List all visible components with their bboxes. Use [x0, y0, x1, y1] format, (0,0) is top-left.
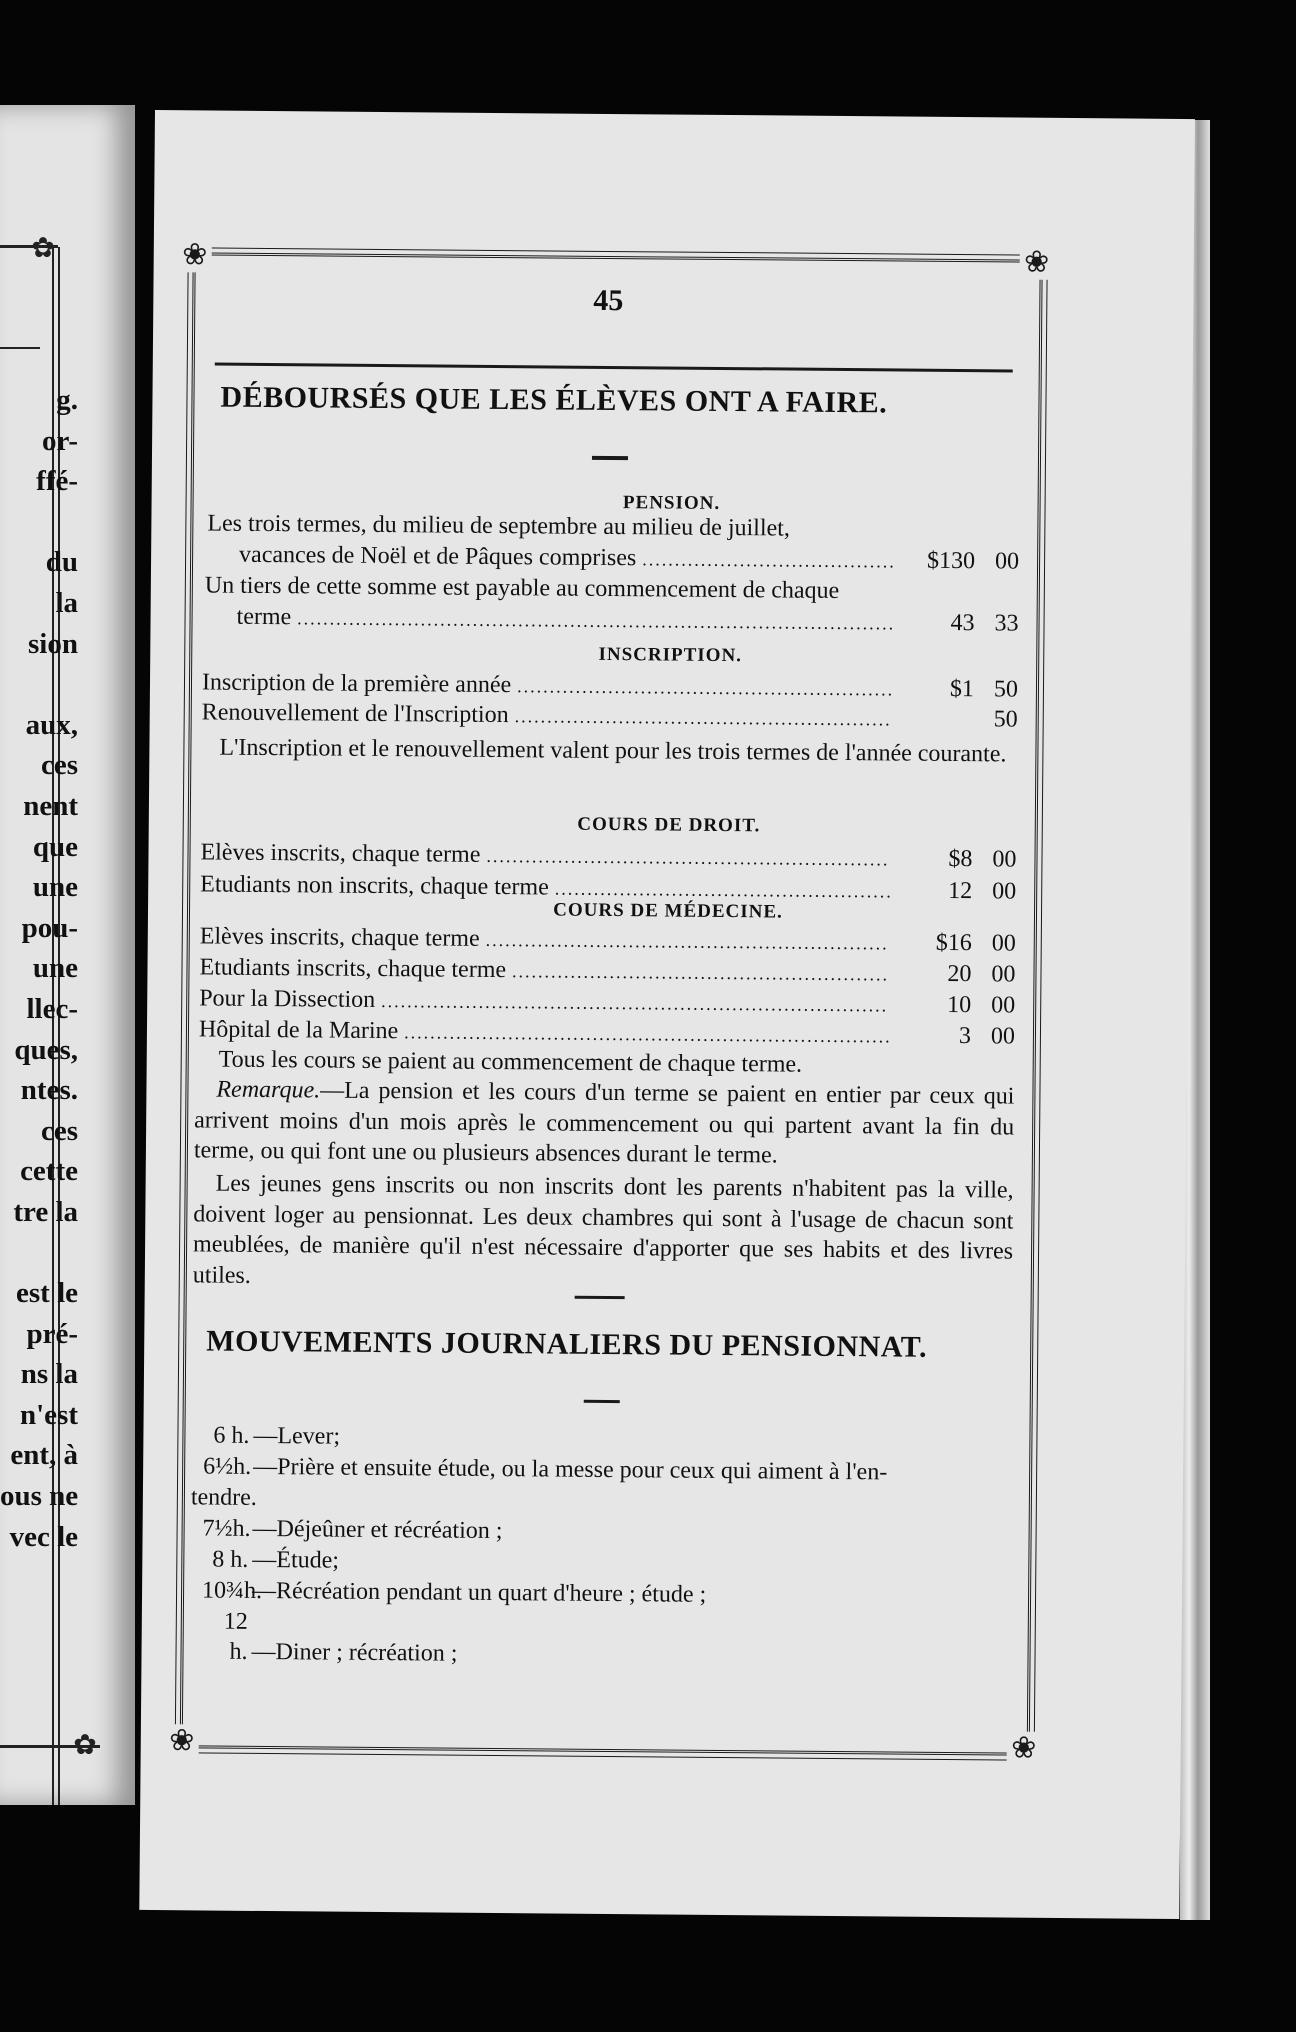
- schedule-time: 7½h.: [202, 1515, 251, 1542]
- fee-label: Elèves inscrits, chaque terme: [200, 839, 481, 868]
- amount-dollars: 12: [948, 877, 973, 905]
- left-page-word: est le: [16, 1277, 78, 1310]
- remarque-text: —La pension et les cours d'un terme se paient en entier par ceux qui arrivent moins d'un mois après le commencement ou qui partent avant la fin du terme, ou qui font une ou plusieurs absences durant le terme.: [193, 1077, 1015, 1169]
- title-rule: [592, 456, 628, 460]
- schedule-text: —Récréation pendant un quart d'heure ; étude ;: [251, 1577, 707, 1608]
- left-page-word: pré-: [26, 1317, 78, 1350]
- left-page-word: la: [55, 586, 78, 619]
- amount-cents: 00: [991, 961, 1016, 988]
- left-page-word: [0, 502, 78, 543]
- amount-cents: 00: [994, 548, 1020, 575]
- left-page-word: ntes.: [20, 1074, 78, 1107]
- amount-dollars: 20: [947, 960, 972, 988]
- fee-label: Etudiants non inscrits, chaque terme: [200, 871, 549, 901]
- left-page-word: nent: [23, 789, 78, 822]
- corner-ornament-icon: ❀: [1007, 1731, 1041, 1765]
- section-divider: [575, 1296, 625, 1299]
- schedule-text: —Diner ; récréation ;: [251, 1638, 458, 1667]
- left-page-word: g.: [56, 384, 78, 416]
- left-page-word: ffé-: [36, 465, 78, 498]
- schedule-text: —Étude;: [252, 1546, 340, 1574]
- title-rule: [584, 1400, 620, 1403]
- amount-dollars: $8: [948, 845, 973, 873]
- fee-label: Renouvellement de l'Inscription: [201, 699, 509, 729]
- left-page-word: cette: [20, 1155, 78, 1188]
- amount-cents: 00: [991, 930, 1016, 957]
- left-page-word: ns la: [20, 1358, 78, 1391]
- left-page-word: vec le: [9, 1520, 78, 1553]
- left-page-word: pou-: [21, 911, 78, 944]
- left-page-word: ous ne: [0, 1480, 79, 1513]
- schedule-text: —Lever;: [253, 1422, 341, 1450]
- leader-dots: [297, 602, 893, 639]
- remarque-paragraph: [194, 1074, 1015, 1173]
- pension-line: Un tiers de cette somme est payable au commencement de chaque: [204, 572, 840, 604]
- fee-label: Inscription de la première année: [201, 669, 512, 699]
- corner-ornament-icon: ✿: [31, 231, 55, 264]
- schedule-text: —Déjeûner et récréation ;: [252, 1515, 503, 1545]
- leader-dots: [515, 700, 892, 735]
- left-page-word: une: [32, 871, 78, 904]
- inscription-heading: INSCRIPTION.: [598, 643, 743, 667]
- left-page-word: or-: [42, 424, 78, 457]
- pension-line: Les trois termes, du milieu de septembre au milieu de juillet,: [207, 510, 791, 542]
- inscription-note: L'Inscription et le renouvellement valent pour les trois termes de l'année courante.: [219, 734, 1007, 768]
- pension-term-row: [236, 601, 1018, 640]
- amount-dollars: $16: [935, 929, 972, 957]
- left-page-word: que: [32, 830, 78, 863]
- amount-dollars: $1: [949, 675, 975, 703]
- amount-cents: 50: [993, 676, 1019, 703]
- amount-cents: 33: [994, 610, 1019, 637]
- amount-cents: 00: [991, 992, 1016, 1019]
- section-title-2: MOUVEMENTS JOURNALIERS DU PENSIONNAT.: [206, 1324, 928, 1364]
- schedule-time: 12 h.: [223, 1608, 248, 1665]
- droit-heading: COURS DE DROIT.: [577, 813, 761, 837]
- fee-label: Etudiants inscrits, chaque terme: [199, 954, 507, 984]
- schedule-item: [201, 1606, 1001, 1673]
- book-page: [139, 110, 1195, 1919]
- fee-label: Pour la Dissection: [199, 985, 376, 1013]
- schedule-time: 8 h.: [212, 1546, 249, 1573]
- schedule-text: —Prière et ensuite étude, ou la messe pour ceux qui aiment à l'en-: [253, 1453, 888, 1486]
- amount-cents: 00: [990, 1023, 1016, 1050]
- left-page-word: ces: [40, 1114, 78, 1147]
- amount-cents: 50: [993, 706, 1018, 733]
- fee-label: Elèves inscrits, chaque terme: [199, 923, 480, 952]
- left-page-word: du: [45, 546, 78, 579]
- section-title: DÉBOURSÉS QUE LES ÉLÈVES ONT A FAIRE.: [220, 380, 888, 420]
- page-number: 45: [593, 283, 624, 318]
- corner-ornament-icon: ❀: [165, 1724, 199, 1758]
- left-page-word: aux,: [25, 708, 78, 741]
- corner-ornament-icon: ❀: [178, 238, 212, 272]
- pension-heading: PENSION.: [622, 492, 721, 514]
- left-page-fragment: [0, 105, 135, 1805]
- medecine-heading: COURS DE MÉDECINE.: [553, 899, 783, 923]
- fee-label: Hôpital de la Marine: [198, 1016, 399, 1045]
- corner-ornament-icon: ❀: [1020, 246, 1054, 280]
- left-page-word: n'est: [20, 1398, 78, 1431]
- left-page-word: llec-: [26, 992, 78, 1025]
- left-page-word: tre la: [13, 1195, 78, 1228]
- amount-dollars: 10: [947, 991, 972, 1019]
- leader-dots: [486, 840, 890, 876]
- amount-cents: 00: [992, 878, 1017, 905]
- payment-note: Tous les cours se paient au commencement de chaque terme.: [218, 1046, 803, 1078]
- corner-ornament-icon: ✿: [73, 1728, 97, 1761]
- left-page-word: [0, 1232, 78, 1273]
- left-page-word: ques,: [14, 1033, 78, 1066]
- remarque-label: Remarque.: [216, 1076, 321, 1104]
- amount-dollars: 3: [958, 1023, 972, 1050]
- lodging-paragraph: Les jeunes gens inscrits ou non inscrits dont les parents n'habitent pas la ville, doivent loger au pensionnat. Les deux chambres qui sont à l'usage de chacun sont meublées, de manière qu'il n'est nécessaire d'apporter que ses habits et des livres utiles.: [192, 1170, 1014, 1289]
- left-page-word: [0, 664, 78, 705]
- amount-dollars: 43: [950, 609, 975, 637]
- amount-cents: 00: [992, 846, 1017, 873]
- schedule-text: tendre.: [190, 1484, 257, 1511]
- amount-dollars: [902, 726, 974, 727]
- left-page-word: une: [32, 952, 78, 985]
- leader-dots: [642, 543, 893, 577]
- schedule-time: 6½h.: [203, 1453, 252, 1480]
- left-page-word: ent, à: [10, 1439, 78, 1472]
- schedule-time: 6 h.: [213, 1422, 250, 1449]
- pension-line: terme: [236, 603, 292, 631]
- amount-dollars: $130: [926, 547, 976, 575]
- left-page-word: sion: [28, 627, 78, 660]
- left-page-word: ces: [40, 749, 78, 782]
- pension-line: vacances de Noël et de Pâques comprises: [239, 541, 637, 572]
- left-page-text: [0, 380, 78, 1557]
- left-header-rule: [0, 347, 40, 349]
- schedule-time: 10¾h.: [201, 1577, 263, 1604]
